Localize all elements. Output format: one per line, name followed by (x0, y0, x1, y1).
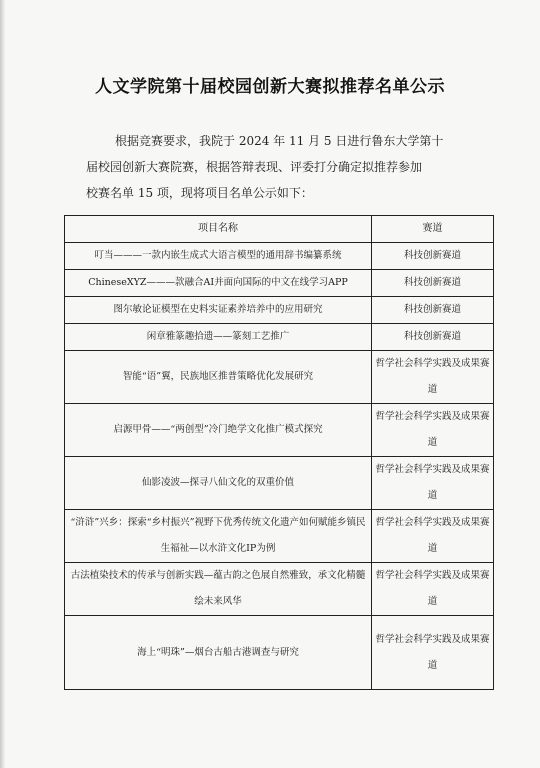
intro-line-1: 根据竞赛要求，我院于 2024 年 11 月 5 日进行鲁东大学第十 (115, 134, 444, 148)
table-row (65, 563, 494, 616)
project-name: ChineseXYZ———款融合AI并面向国际的中文在线学习APP (65, 270, 372, 297)
project-track: 科技创新赛道 (372, 297, 494, 324)
project-track: 哲学社会科学实践及成果赛道 (372, 351, 494, 404)
project-name: 叮当———一款内嵌生成式大语言模型的通用辞书编纂系统 (65, 243, 372, 270)
table-row (65, 404, 494, 457)
project-table (64, 215, 494, 690)
page-title: 人文学院第十届校园创新大赛拟推荐名单公示 (95, 77, 445, 97)
project-name: 启源甲骨——“两创型”冷门绝学文化推广模式探究 (65, 404, 372, 457)
table-row (65, 297, 494, 324)
table-row (65, 243, 494, 270)
project-track: 哲学社会科学实践及成果赛道 (372, 404, 494, 457)
table-row (65, 457, 494, 510)
project-track: 科技创新赛道 (372, 243, 494, 270)
project-name: 图尔敏论证模型在史料实证素养培养中的应用研究 (65, 297, 372, 324)
table-row (65, 270, 494, 297)
project-track: 哲学社会科学实践及成果赛道 (372, 616, 494, 690)
project-track: 哲学社会科学实践及成果赛道 (372, 510, 494, 563)
intro-line-2: 届校园创新大赛院赛，根据答辩表现、评委打分确定拟推荐参加 (86, 160, 423, 174)
intro-paragraph (86, 128, 466, 206)
table-row (65, 324, 494, 351)
project-track: 科技创新赛道 (372, 270, 494, 297)
project-name: 古法植染技术的传承与创新实践—蕴古韵之色展自然雅致，承文化精髓绘未来风华 (65, 563, 372, 616)
table-header-row (65, 216, 494, 243)
project-name: 仙影凌波—探寻八仙文化的双重价值 (65, 457, 372, 510)
project-name: “浒浒”兴乡：探索“乡村振兴”视野下优秀传统文化遗产如何赋能乡镇民生福祉—以水浒文化IP为例 (65, 510, 372, 563)
project-name: 闲章雅篆趣拾遗——篆刻工艺推广 (65, 324, 372, 351)
header-project-name: 项目名称 (65, 216, 372, 243)
header-track: 赛道 (372, 216, 494, 243)
project-name: 海上“明珠”—烟台古船古港调查与研究 (65, 616, 372, 690)
scan-edge (0, 0, 5, 768)
table-row (65, 351, 494, 404)
table-row (65, 616, 494, 690)
project-track: 哲学社会科学实践及成果赛道 (372, 457, 494, 510)
project-name: 智能“语”翼，民族地区推普策略优化发展研究 (65, 351, 372, 404)
intro-line-3: 校赛名单 15 项，现将项目名单公示如下： (86, 186, 313, 200)
project-track: 科技创新赛道 (372, 324, 494, 351)
project-track: 哲学社会科学实践及成果赛道 (372, 563, 494, 616)
table-row (65, 510, 494, 563)
